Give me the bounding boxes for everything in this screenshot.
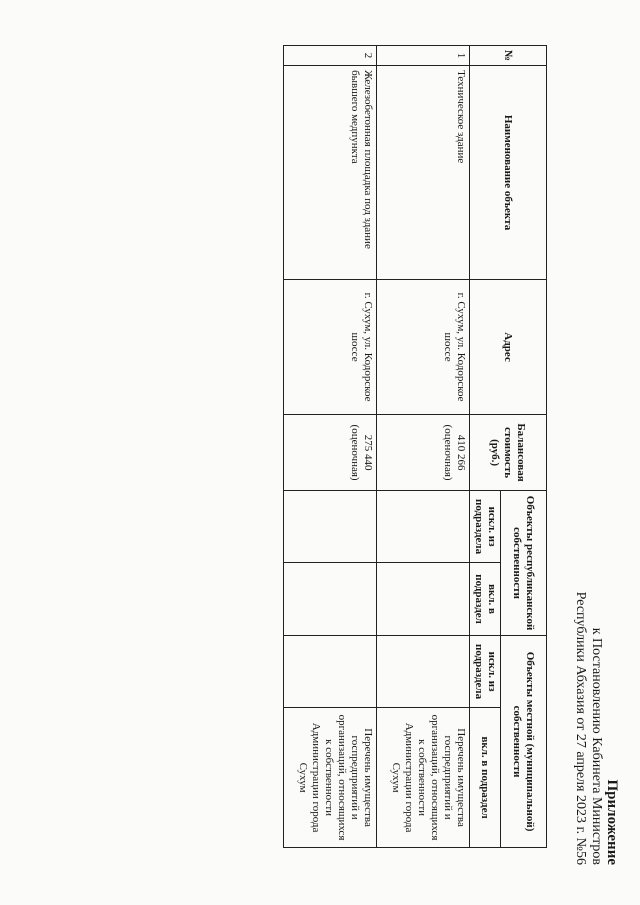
row-local-incl: Перечень имущества госпредприятий и организаций, относящихся к собственности Администрации города Сухум — [377, 708, 470, 848]
row-republic-excl — [377, 491, 470, 563]
header-value: Балансовая стоимость (руб.) — [470, 415, 547, 491]
appendix-header — [572, 592, 620, 865]
row-local-incl: Перечень имущества госпредприятий и организаций, относящихся к собственности Администрации города Сухум — [284, 708, 377, 848]
row-republic-incl — [284, 563, 377, 636]
header-republic: Объекты республиканской собственности — [501, 491, 547, 636]
header-local: Объекты местной (муниципальной) собственности — [501, 636, 547, 848]
header-local-excl: искл. из подраздела — [470, 636, 501, 708]
header-num: № — [470, 46, 547, 66]
appendix-title: Приложение — [604, 779, 620, 865]
property-table — [283, 45, 547, 848]
row-num: 2 — [284, 46, 377, 66]
header-name: Наименование объекта — [470, 66, 547, 280]
header-address: Адрес — [470, 280, 547, 415]
header-republic-excl: искл. из подраздела — [470, 491, 501, 563]
table-row — [284, 46, 377, 848]
row-name: Железобетонная площадка под здание бывшего медпункта — [284, 66, 377, 280]
row-name: Техническое здание — [377, 66, 470, 280]
row-local-excl — [377, 636, 470, 708]
row-value: 275 440 (оценочная) — [284, 415, 377, 491]
appendix-line-1: к Постановлению Кабинета Министров — [589, 627, 604, 865]
row-republic-excl — [284, 491, 377, 563]
row-address: г. Сухум, ул. Кодорское шоссе — [377, 280, 470, 415]
appendix-line-2: Республики Абхазия от 27 апреля 2023 г. №56 — [573, 591, 588, 865]
table-row — [377, 46, 470, 848]
row-republic-incl — [377, 563, 470, 636]
row-num: 1 — [377, 46, 470, 66]
row-value: 410 266 (оценочная) — [377, 415, 470, 491]
header-local-incl: вкл. в подраздел — [470, 708, 501, 848]
row-address: г. Сухум, ул. Кодорское шоссе — [284, 280, 377, 415]
row-local-excl — [284, 636, 377, 708]
header-republic-incl: вкл. в подраздел — [470, 563, 501, 636]
